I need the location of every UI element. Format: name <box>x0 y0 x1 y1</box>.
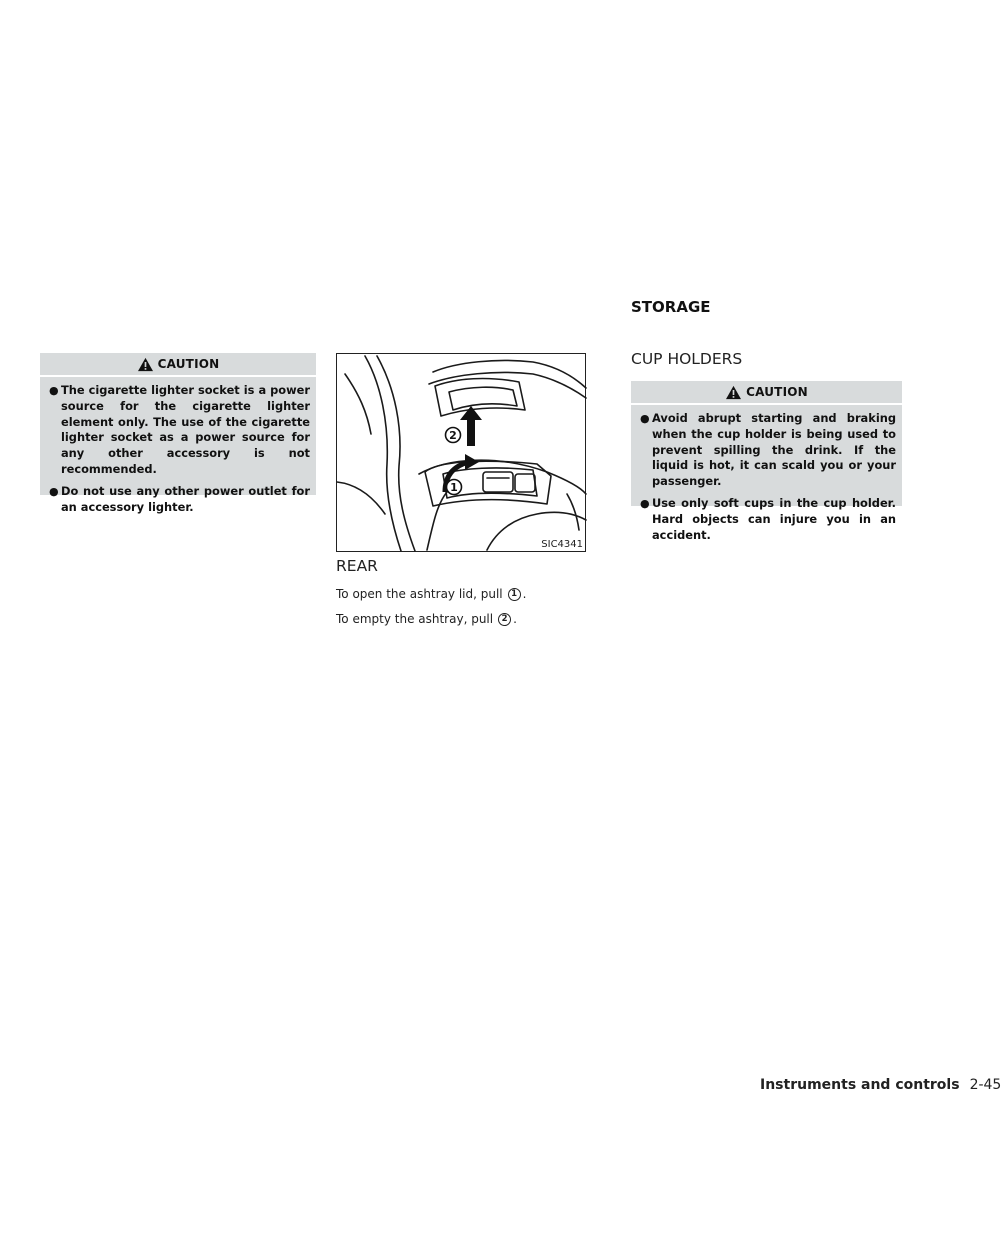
para-end: . <box>522 587 527 601</box>
caution-item: ● Do not use any other power outlet for an accessory lighter. <box>49 483 310 514</box>
door-ashtray-drawing <box>337 354 587 553</box>
lighter-caution-box <box>40 353 316 514</box>
circled-ref-1: 1 <box>508 588 521 601</box>
rear-paragraph-1 <box>336 587 526 601</box>
bullet-icon: ● <box>640 496 650 510</box>
footer-section: Instruments and controls <box>760 1077 960 1093</box>
bullet-icon: ● <box>49 484 59 498</box>
para-text: To open the ashtray lid, pull <box>336 587 503 601</box>
ashtray-illustration <box>336 353 586 552</box>
caution-title: CAUTION <box>746 385 808 399</box>
callout-1: 1 <box>450 481 458 494</box>
bullet-icon: ● <box>49 384 59 397</box>
warning-triangle-icon <box>725 385 742 400</box>
figure-code: SIC4341 <box>541 539 583 550</box>
para-text: To empty the ashtray, pull <box>336 612 494 626</box>
caution-item: ● The cigarette lighter socket is a power source for the cigarette lighter element only. The use of the cigarette lighter socket as a power source for any other accessory is not recommended. <box>49 383 310 476</box>
caution-list <box>40 377 316 521</box>
storage-title: STORAGE <box>631 298 711 316</box>
cup-holders-heading: CUP HOLDERS <box>631 350 743 368</box>
page-footer <box>760 1077 1001 1093</box>
circled-ref-2: 2 <box>498 613 511 626</box>
caution-list <box>631 405 902 549</box>
para-end: . <box>513 612 517 626</box>
caution-header <box>631 381 902 405</box>
rear-paragraph-2 <box>336 612 517 626</box>
page-number: 2-45 <box>969 1077 1001 1093</box>
bullet-icon: ● <box>640 412 650 425</box>
callout-2: 2 <box>449 429 457 442</box>
caution-title: CAUTION <box>157 357 220 371</box>
warning-triangle-icon <box>137 357 154 372</box>
caution-header <box>40 353 316 377</box>
rear-heading: REAR <box>336 557 378 575</box>
cup-holder-caution-box <box>631 381 902 542</box>
caution-item: ● Avoid abrupt starting and braking when the cup holder is being used to prevent spilling the drink. If the liquid is hot, it can scald you or your passenger. <box>640 411 896 489</box>
caution-item: ● Use only soft cups in the cup holder. Hard objects can injure you in an accident. <box>640 495 896 542</box>
